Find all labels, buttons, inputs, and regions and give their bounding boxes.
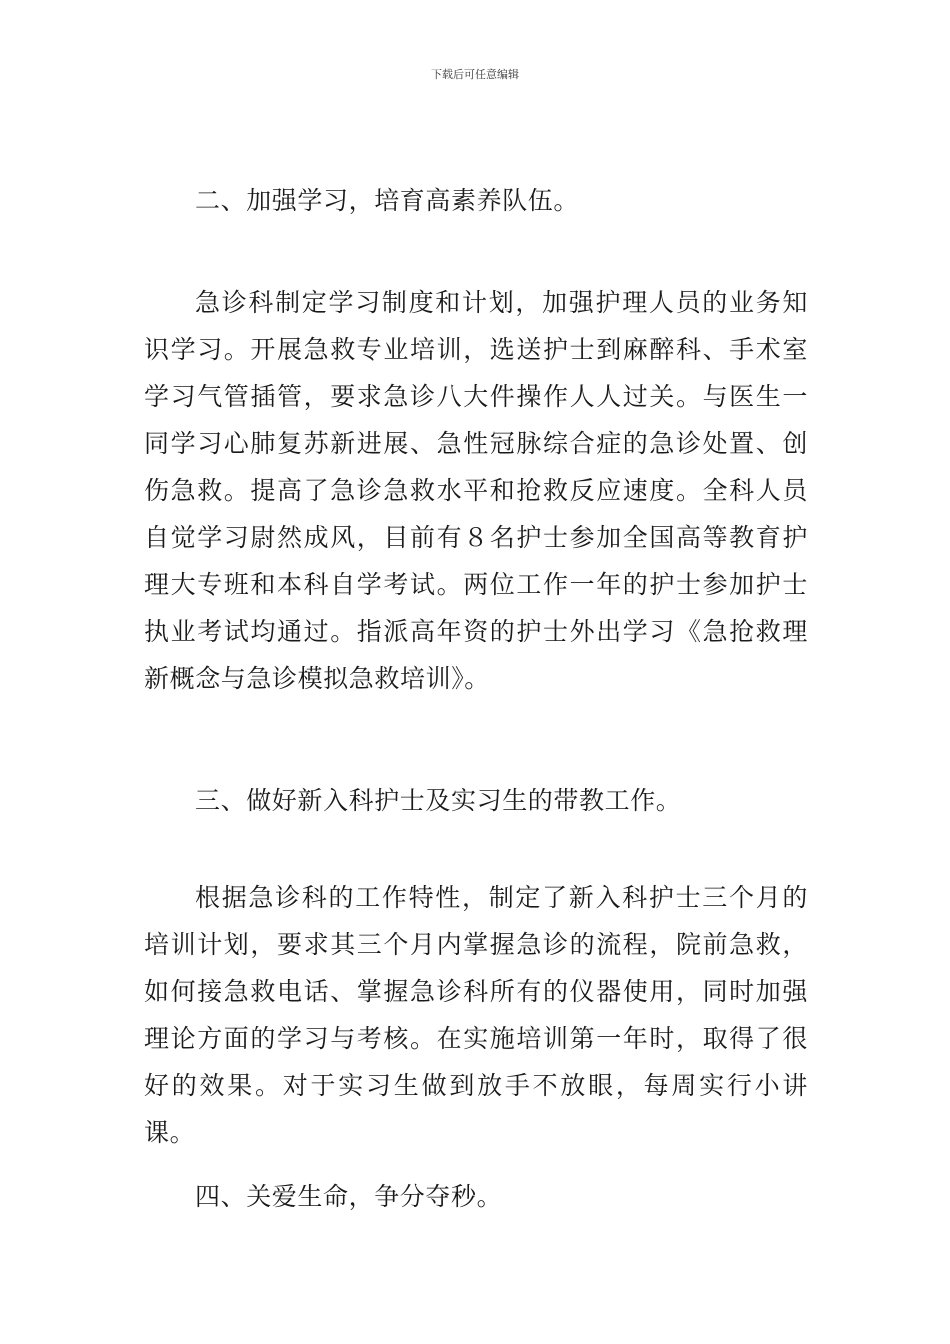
section-heading-4: 四、关爱生命，争分夺秒。 (195, 1182, 503, 1211)
section-heading-3: 三、做好新入科护士及实习生的带教工作。 (195, 786, 682, 815)
section-heading-2: 二、加强学习，培育高素养队伍。 (195, 186, 580, 215)
section-paragraph-3: 根据急诊科的工作特性，制定了新入科护士三个月的培训计划，要求其三个月内掌握急诊的流程，院前急救，如何接急救电话、掌握急诊科所有的仪器使用，同时加强理论方面的学习与考核。在实施培训第一年时，取得了很好的效果。对于实习生做到放手不放眼，每周实行小讲课。 (144, 883, 808, 1147)
section-paragraph-2: 急诊科制定学习制度和计划，加强护理人员的业务知识学习。开展急救专业培训，选送护士到麻醉科、手术室学习气管插管，要求急诊八大件操作人人过关。与医生一同学习心肺复苏新进展、急性冠脉综合症的急诊处置、创伤急救。提高了急诊急救水平和抢救反应速度。全科人员自觉学习尉然成风，目前有８名护士参加全国高等教育护理大专班和本科自学考试。两位工作一年的护士参加护士执业考试均通过。指派高年资的护士外出学习《急抢救理新概念与急诊模拟急救培训》。 (144, 288, 808, 693)
page-header: 下载后可任意编辑 (431, 68, 519, 81)
